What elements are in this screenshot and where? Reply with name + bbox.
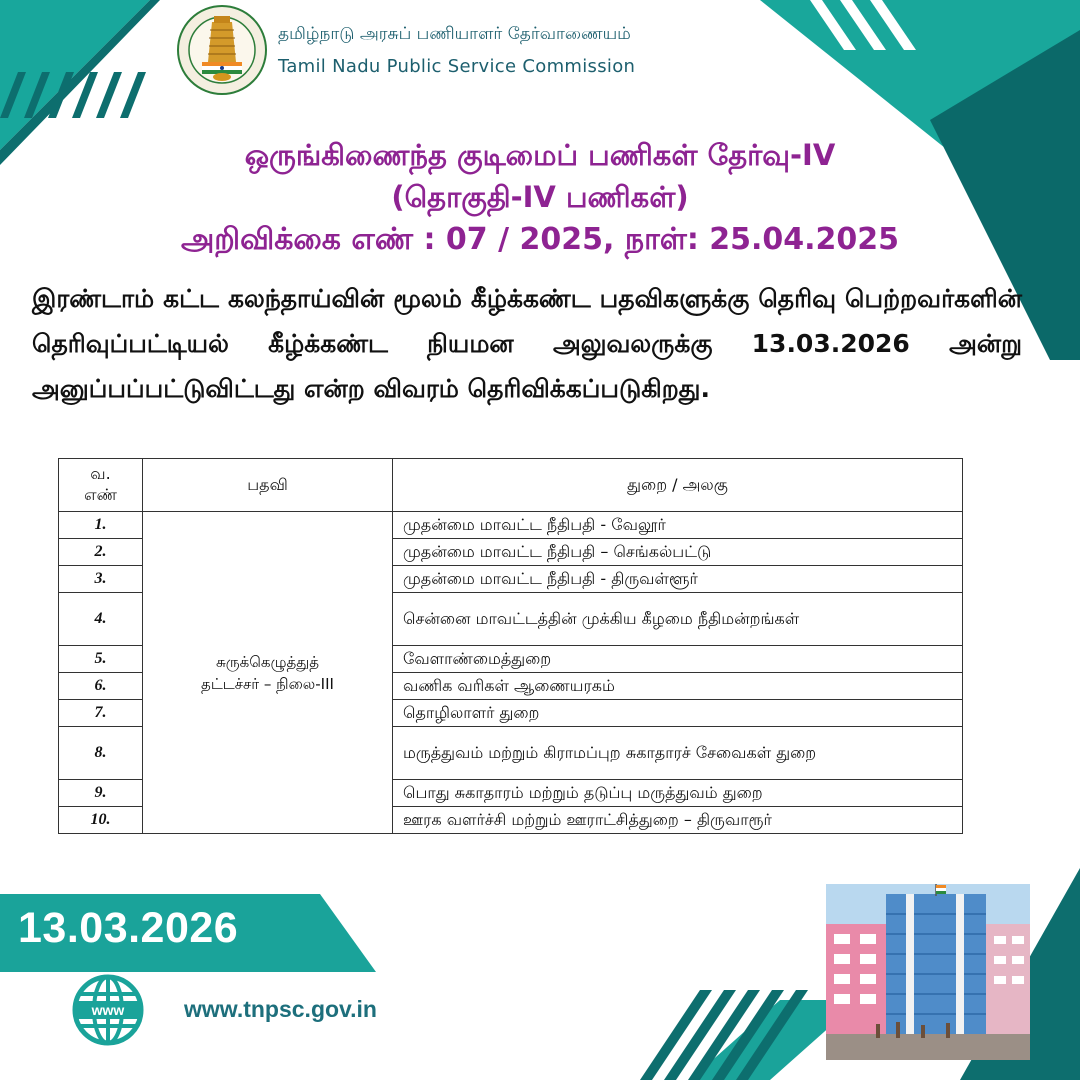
- row-dept: தொழிலாளர் துறை: [393, 700, 963, 727]
- globe-icon: [72, 974, 144, 1046]
- website-link[interactable]: www.tnpsc.gov.in: [184, 996, 377, 1022]
- row-sno: 10.: [59, 807, 143, 834]
- post-name-line2: தட்டச்சர் – நிலை-III: [201, 674, 334, 693]
- row-dept: முதன்மை மாவட்ட நீதிபதி - திருவள்ளூர்: [393, 566, 963, 593]
- row-sno: 6.: [59, 673, 143, 700]
- row-sno: 1.: [59, 512, 143, 539]
- footer-date: 13.03.2026: [18, 904, 239, 952]
- globe-www-text: www: [91, 1002, 125, 1018]
- row-dept: முதன்மை மாவட்ட நீதிபதி - வேலூர்: [393, 512, 963, 539]
- header-sno-line2: எண்: [84, 485, 117, 504]
- row-dept: முதன்மை மாவட்ட நீதிபதி – செங்கல்பட்டு: [393, 539, 963, 566]
- row-sno: 9.: [59, 780, 143, 807]
- notice-number-date: அறிவிக்கை எண் : 07 / 2025, நாள்: 25.04.2025: [180, 222, 900, 257]
- header-dept: துறை / அலகு: [393, 459, 963, 512]
- row-sno: 7.: [59, 700, 143, 727]
- post-name-line1: சுருக்கெழுத்துத்: [215, 652, 320, 671]
- row-sno: 8.: [59, 727, 143, 780]
- row-dept: மருத்துவம் மற்றும் கிராமப்புற சுகாதாரச் சேவைகள் துறை: [393, 727, 963, 780]
- table-header-row: [59, 459, 963, 512]
- posting-table: [58, 458, 963, 834]
- table-row: [59, 512, 963, 539]
- row-sno: 4.: [59, 593, 143, 646]
- header-sno: [59, 459, 143, 512]
- row-sno: 3.: [59, 566, 143, 593]
- header-sno-line1: வ.: [90, 464, 111, 483]
- tnpsc-building-photo: [826, 884, 1030, 1060]
- org-name-tamil: தமிழ்நாடு அரசுப் பணியாளர் தேர்வாணையம்: [278, 24, 631, 44]
- tn-government-emblem-logo: [176, 4, 268, 96]
- notice-title-line1: ஒருங்கிணைந்த குடிமைப் பணிகள் தேர்வு-IV: [244, 138, 836, 172]
- row-dept: வணிக வரிகள் ஆணையரகம்: [393, 673, 963, 700]
- notice-paragraph: இரண்டாம் கட்ட கலந்தாய்வின் மூலம் கீழ்க்கண்ட பதவிகளுக்கு தெரிவு பெற்றவர்களின் தெரிவுப்பட்டியல் கீழ்க்கண்ட நியமன அலுவலருக்கு 13.03.2026 அன்று அனுப்பப்பட்டுவிட்டது என்ற விவரம் தெரிவிக்கப்படுகிறது.: [32, 284, 1022, 403]
- row-sno: 2.: [59, 539, 143, 566]
- row-dept: ஊரக வளர்ச்சி மற்றும் ஊராட்சித்துறை – திருவாரூர்: [393, 807, 963, 834]
- post-name-cell: [143, 512, 393, 834]
- row-dept: சென்னை மாவட்டத்தின் முக்கிய கீழமை நீதிமன்றங்கள்: [393, 593, 963, 646]
- notice-title-line2: (தொகுதி-IV பணிகள்): [391, 180, 689, 214]
- header-post: பதவி: [143, 459, 393, 512]
- row-dept: வேளாண்மைத்துறை: [393, 646, 963, 673]
- row-sno: 5.: [59, 646, 143, 673]
- row-dept: பொது சுகாதாரம் மற்றும் தடுப்பு மருத்துவம் துறை: [393, 780, 963, 807]
- org-name-english: Tamil Nadu Public Service Commission: [278, 56, 636, 77]
